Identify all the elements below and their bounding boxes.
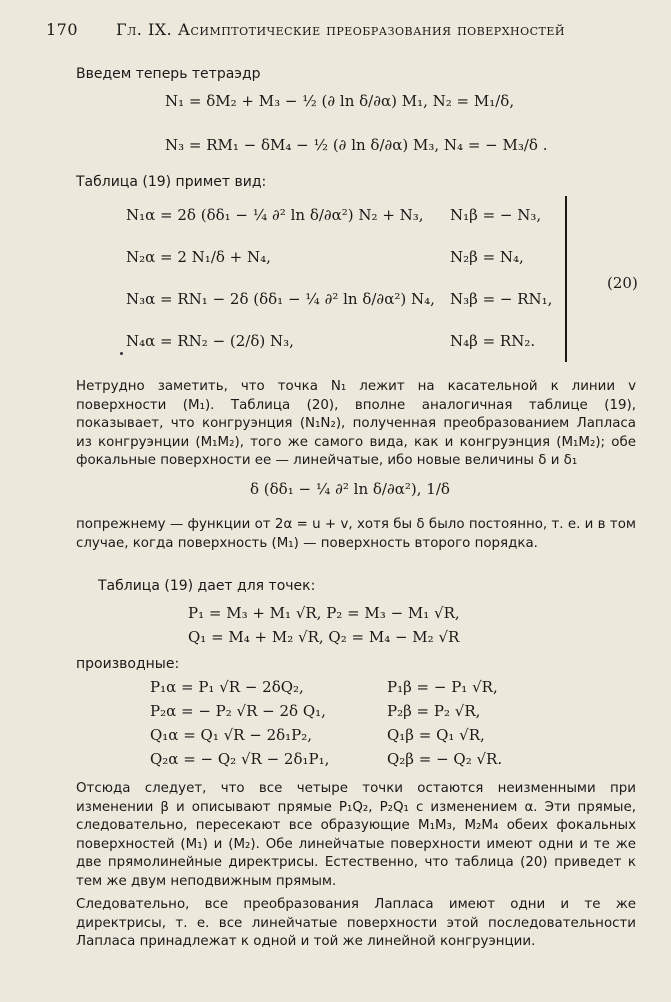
- deriv-right-1: P₁β = − P₁ √R,: [387, 678, 498, 696]
- paragraph-2: попрежнему — функции от 2α = u + v, хотя бы δ было постоянно, т. е. и в том случае, когда поверхность (M₁) — поверхность второго порядка.: [76, 517, 636, 551]
- table20-left-4: N₄α = RN₂ − (2/δ) N₃,: [126, 332, 294, 350]
- derivatives-label: производные:: [76, 656, 180, 672]
- points-eq-1: P₁ = M₃ + M₁ √R, P₂ = M₃ − M₁ √R,: [188, 604, 460, 622]
- table20-bracket: [565, 196, 567, 362]
- points-eq-2: Q₁ = M₄ + M₂ √R, Q₂ = M₄ − M₂ √R: [188, 628, 460, 646]
- page-header: [46, 20, 631, 44]
- tetrahedron-eq-1: N₁ = δM₂ + M₃ − ½ (∂ ln δ/∂α) M₁, N₂ = M₁/δ,: [165, 92, 515, 110]
- table20-right-4: N₄β = RN₂.: [450, 332, 536, 350]
- paragraph-3: Таблица (19) дает для точек:: [98, 578, 316, 594]
- intro-text: Введем теперь тетраэдр: [76, 66, 261, 82]
- deriv-left-2: P₂α = − P₂ √R − 2δ Q₁,: [150, 702, 326, 720]
- paragraph-5: Следовательно, все преобразования Лапласа имеют одни и те же директрисы, т. е. все линейчатые поверхности этой последовательности Лапласа принадлежат к одной и той же линейной конгруэнции.: [76, 897, 636, 950]
- table20-right-2: N₂β = N₄,: [450, 248, 524, 266]
- equation-number-20: (20): [607, 274, 638, 292]
- tetrahedron-eq-2: N₃ = RM₁ − δM₄ − ½ (∂ ln δ/∂α) M₃, N₄ = − M₃/δ .: [165, 136, 548, 154]
- table20-left-1: N₁α = 2δ (δδ₁ − ¼ ∂² ln δ/∂α²) N₂ + N₃,: [126, 206, 424, 224]
- paragraph-1: Нетрудно заметить, что точка N₁ лежит на касательной к линии v поверхности (M₁). Таблица (20), вполне аналогичная таблице (19), показывает, что конгруэнция (N₁N₂), полученная преобразованием Лапласа из конгруэнции (M₁M₂), того же самого вида, как и конгруэнция (M₁M₂); обе фокальные поверхности ее — линейчатые, ибо новые величины δ и δ₁: [76, 379, 636, 469]
- table-intro: Таблица (19) примет вид:: [76, 174, 267, 190]
- table20-right-3: N₃β = − RN₁,: [450, 290, 553, 308]
- deriv-right-4: Q₂β = − Q₂ √R.: [387, 750, 503, 768]
- deriv-right-2: P₂β = P₂ √R,: [387, 702, 481, 720]
- page-number: 170: [46, 20, 79, 39]
- deriv-left-4: Q₂α = − Q₂ √R − 2δ₁P₁,: [150, 750, 330, 768]
- table20-right-1: N₁β = − N₃,: [450, 206, 542, 224]
- deriv-right-3: Q₁β = Q₁ √R,: [387, 726, 485, 744]
- deriv-left-1: P₁α = P₁ √R − 2δQ₂,: [150, 678, 304, 696]
- print-speck: [120, 352, 123, 355]
- deriv-left-3: Q₁α = Q₁ √R − 2δ₁P₂,: [150, 726, 313, 744]
- middle-equation: δ (δδ₁ − ¼ ∂² ln δ/∂α²), 1/δ: [250, 480, 450, 498]
- running-title: Гл. IX. Асимптотические преобразования поверхностей: [116, 20, 566, 39]
- table20-left-2: N₂α = 2 N₁/δ + N₄,: [126, 248, 271, 266]
- paragraph-4: Отсюда следует, что все четыре точки остаются неизменными при изменении β и описывают прямые P₁Q₂, P₂Q₁ с изменением α. Эти прямые, следовательно, пересекают все образующие M₁M₃, M₂M₄ обеих фокальных поверхностей (M₁) и (M₂). Обе линейчатые поверхности имеют одни и те же две прямолинейные директрисы. Естественно, что таблица (20) приведет к тем же двум неподвижным прямым.: [76, 781, 636, 889]
- table20-left-3: N₃α = RN₁ − 2δ (δδ₁ − ¼ ∂² ln δ/∂α²) N₄,: [126, 290, 435, 308]
